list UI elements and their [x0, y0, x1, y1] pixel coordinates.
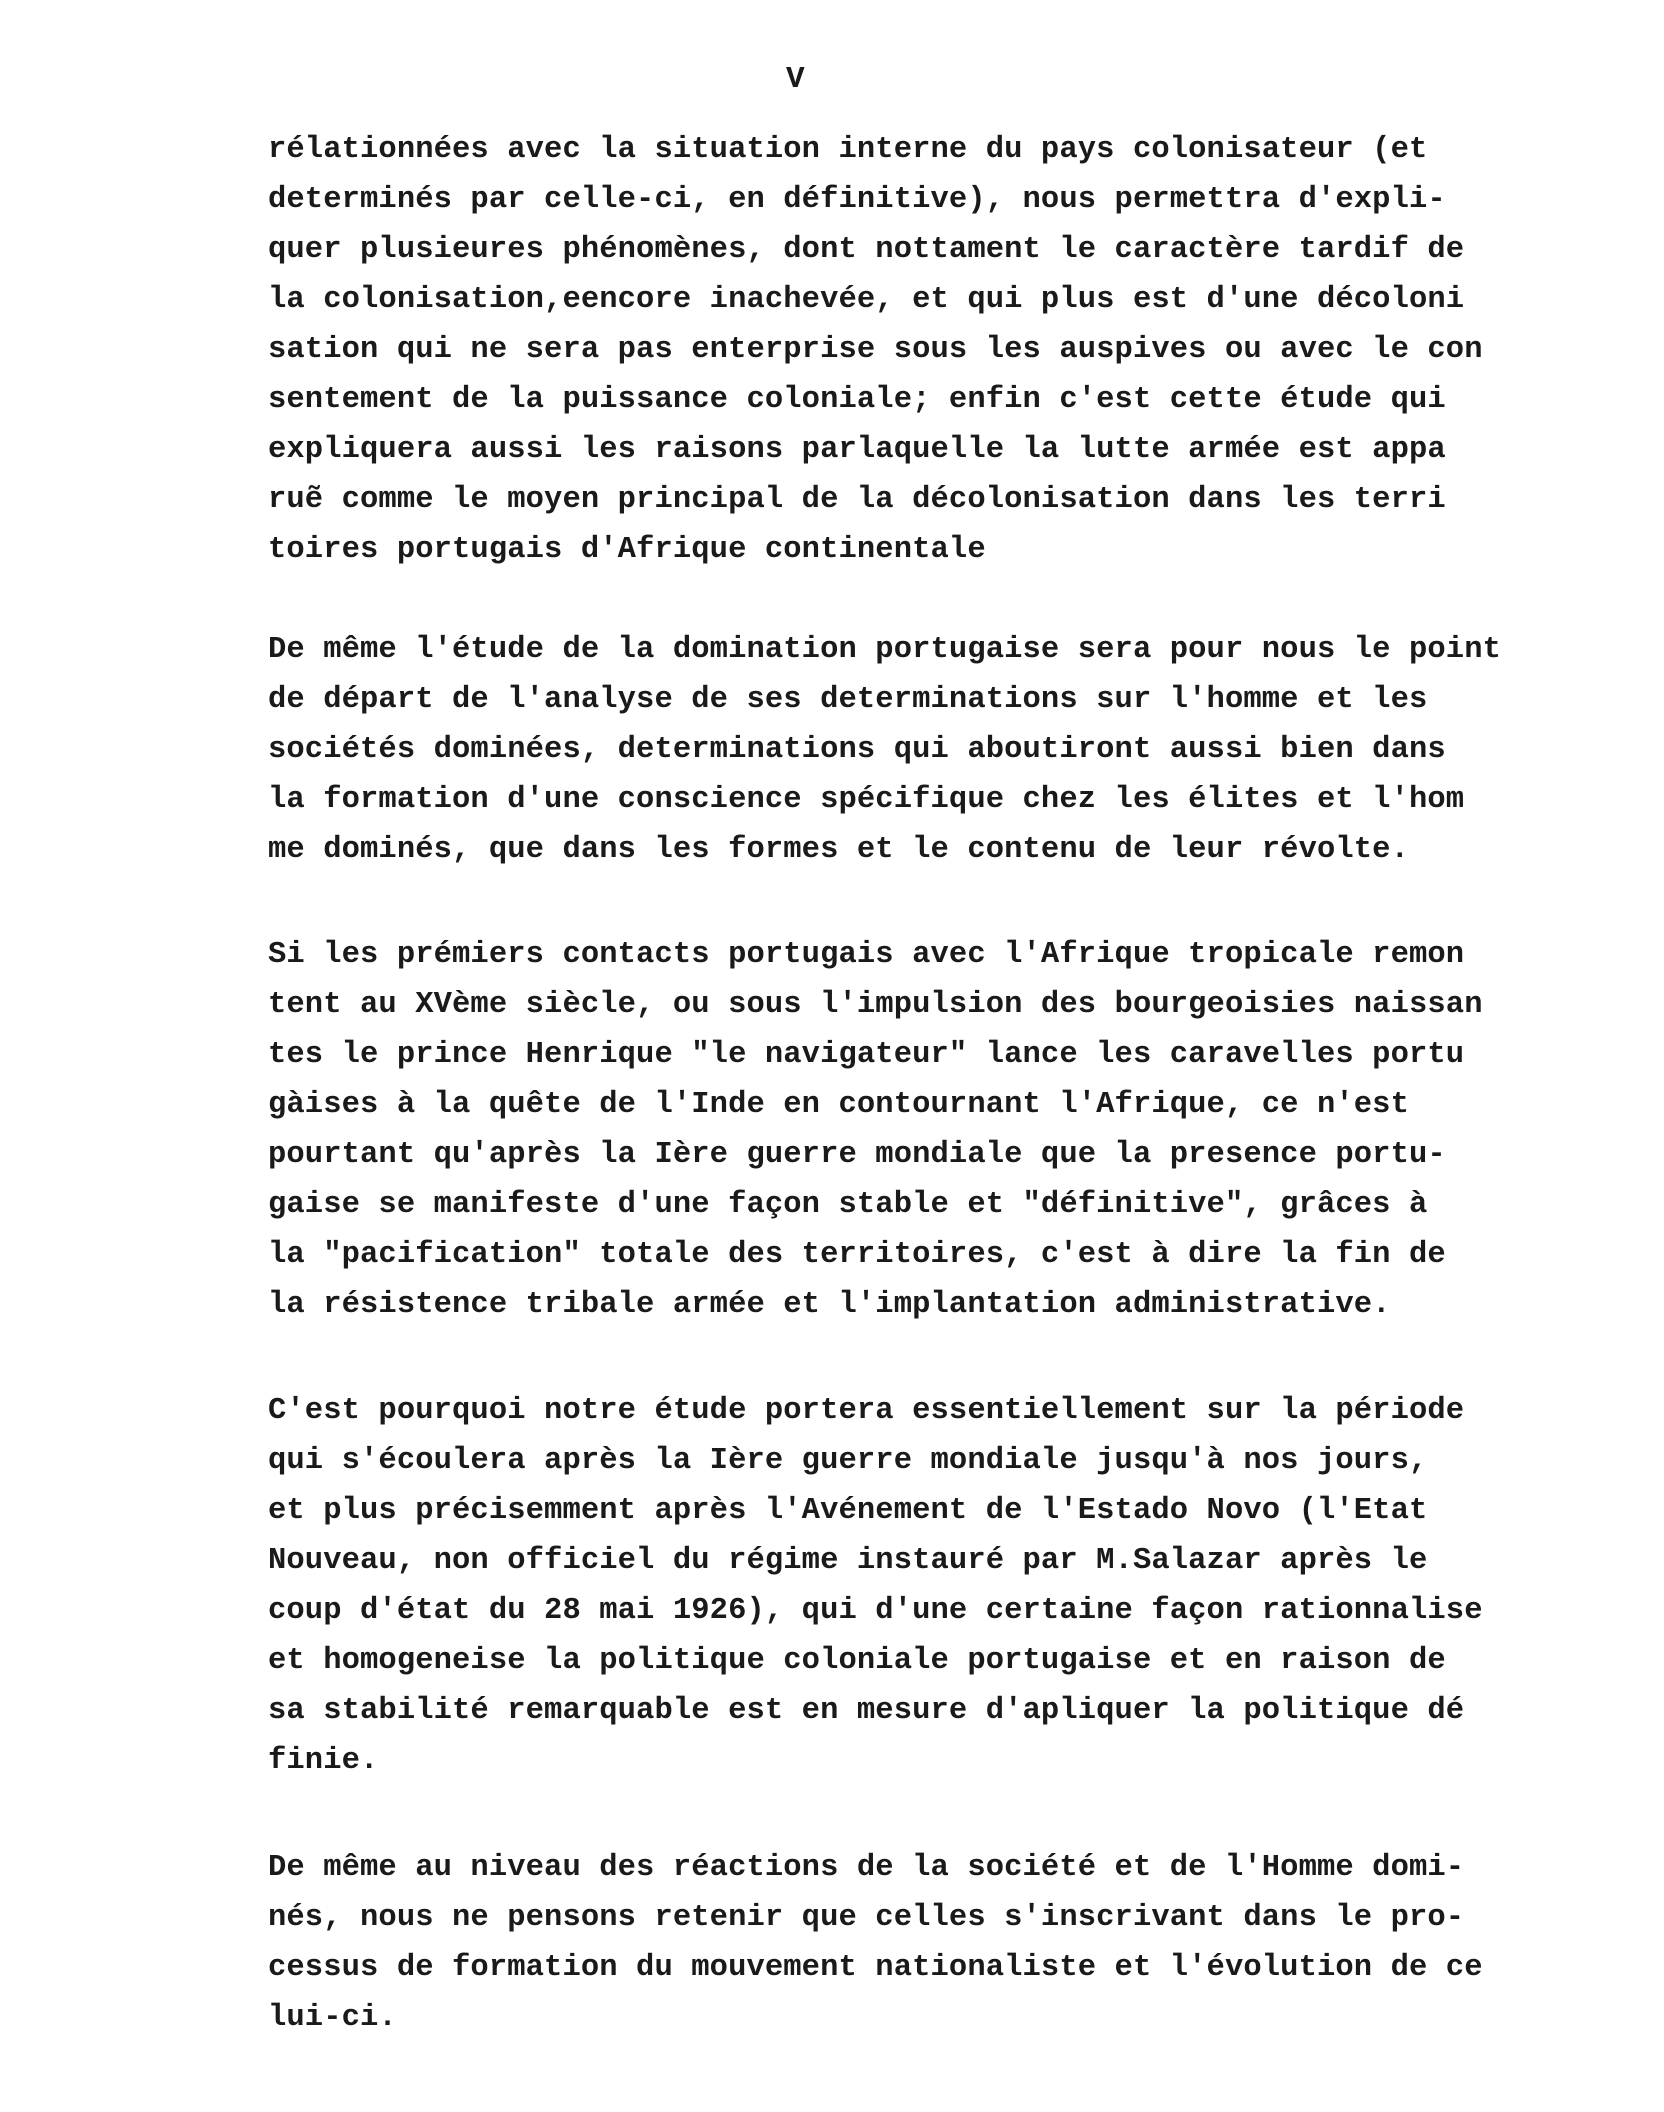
text-line: cessus de formation du mouvement nationaliste et l'évolution de ce [268, 1951, 1483, 1985]
text-line: sation qui ne sera pas enterprise sous les auspives ou avec le con [268, 333, 1483, 367]
text-line: lui-ci. [268, 2001, 397, 2035]
text-line: la "pacification" totale des territoires, c'est à dire la fin de [268, 1238, 1446, 1272]
text-line: gàises à la quête de l'Inde en contournant l'Afrique, ce n'est [268, 1088, 1409, 1122]
paragraph-4 [268, 1386, 1483, 1786]
text-line: Nouveau, non officiel du régime instauré par M.Salazar après le [268, 1544, 1428, 1578]
text-line: toires portugais d'Afrique continentale [268, 533, 986, 567]
text-line: quer plusieures phénomènes, dont nottament le caractère tardif de [268, 233, 1465, 267]
paragraph-5 [268, 1843, 1483, 2043]
text-line: la formation d'une conscience spécifique chez les élites et l'hom [268, 783, 1465, 817]
text-line: sentement de la puissance coloniale; enfin c'est cette étude qui [268, 383, 1446, 417]
text-line: la colonisation,eencore inachevée, et qui plus est d'une décoloni [268, 283, 1465, 317]
text-line: determinés par celle-ci, en définitive), nous permettra d'expli- [268, 183, 1446, 217]
page-number: V [786, 62, 805, 97]
text-line: qui s'écoulera après la Ière guerre mondiale jusqu'à nos jours, [268, 1444, 1428, 1478]
text-line: sociétés dominées, determinations qui aboutiront aussi bien dans [268, 733, 1446, 767]
text-line: De même au niveau des réactions de la société et de l'Homme domi- [268, 1851, 1465, 1885]
text-line: Si les prémiers contacts portugais avec l'Afrique tropicale remon [268, 938, 1465, 972]
text-line: de départ de l'analyse de ses determinations sur l'homme et les [268, 683, 1428, 717]
text-line: finie. [268, 1744, 379, 1778]
text-line: sa stabilité remarquable est en mesure d'apliquer la politique dé [268, 1694, 1465, 1728]
text-line: nés, nous ne pensons retenir que celles s'inscrivant dans le pro- [268, 1901, 1465, 1935]
text-line: et homogeneise la politique coloniale portugaise et en raison de [268, 1644, 1446, 1678]
text-line: et plus précisemment après l'Avénement de l'Estado Novo (l'Etat [268, 1494, 1428, 1528]
text-line: gaise se manifeste d'une façon stable et "définitive", grâces à [268, 1188, 1428, 1222]
text-line: C'est pourquoi notre étude portera essentiellement sur la période [268, 1394, 1465, 1428]
paragraph-2 [268, 625, 1501, 875]
text-line: me dominés, que dans les formes et le contenu de leur révolte. [268, 833, 1409, 867]
text-line: coup d'état du 28 mai 1926), qui d'une certaine façon rationnalise [268, 1594, 1483, 1628]
text-line: la résistence tribale armée et l'implantation administrative. [268, 1288, 1391, 1322]
text-line: tes le prince Henrique "le navigateur" lance les caravelles portu [268, 1038, 1465, 1072]
text-line: ruẽ comme le moyen principal de la décolonisation dans les terri [268, 483, 1446, 517]
paragraph-1 [268, 125, 1483, 575]
text-line: pourtant qu'après la Ière guerre mondiale que la presence portu- [268, 1138, 1446, 1172]
text-line: expliquera aussi les raisons parlaquelle la lutte armée est appa [268, 433, 1446, 467]
text-line: tent au XVème siècle, ou sous l'impulsion des bourgeoisies naissan [268, 988, 1483, 1022]
text-line: De même l'étude de la domination portugaise sera pour nous le point [268, 633, 1501, 667]
text-line: rélationnées avec la situation interne du pays colonisateur (et [268, 133, 1428, 167]
paragraph-3 [268, 930, 1483, 1330]
